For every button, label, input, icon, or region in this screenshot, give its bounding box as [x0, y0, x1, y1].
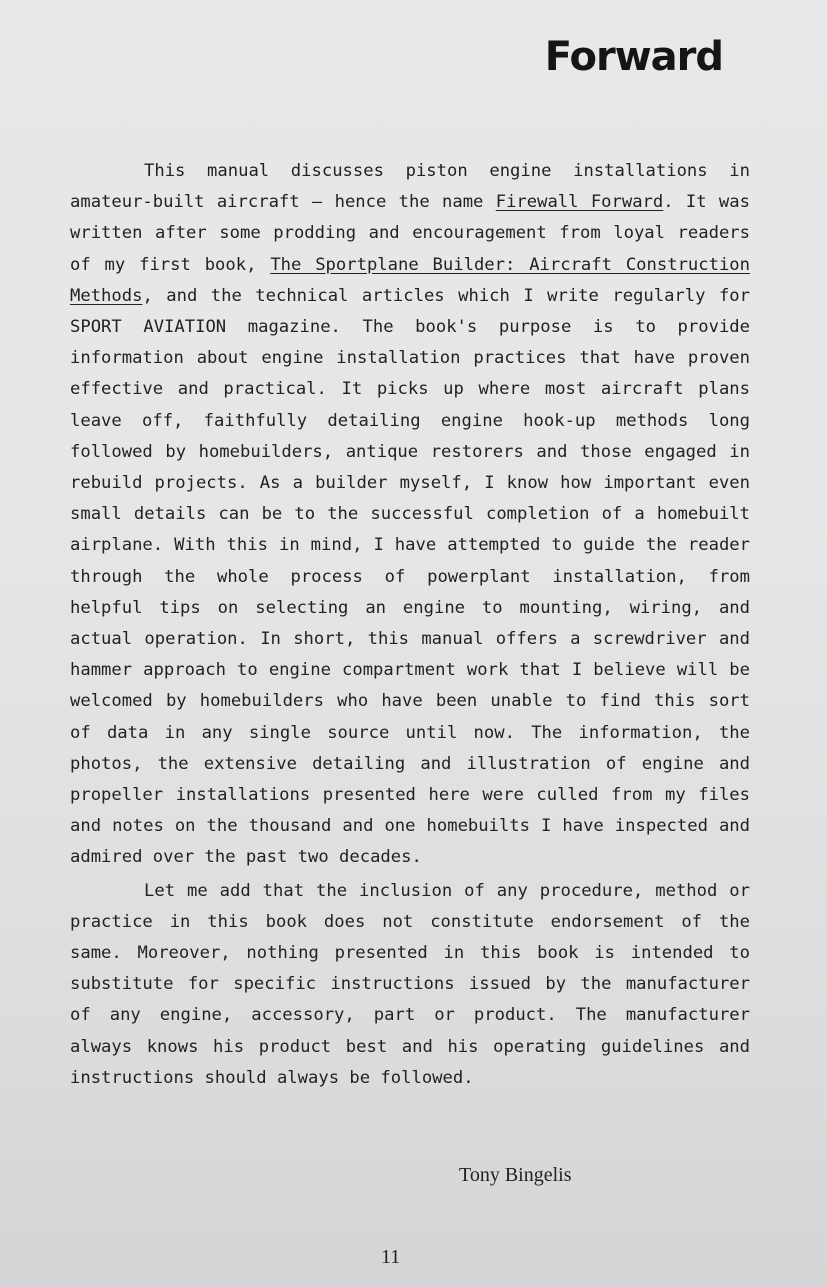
paragraph-intro [70, 156, 750, 874]
book-title-firewall-forward: Firewall Forward [495, 192, 664, 213]
paragraph-intro-part-3: , and the technical articles which I write regularly for SPORT AVIATION magazine. The book's purpose is to provide information about engine installation practices that have proven effective and practical. It picks up where most aircraft plans leave off, faithfully detailing engine hook-up methods long followed by homebuilders, antique restorers and those engaged in rebuild projects. As a builder myself, I know how important even small details can be to the successful completion of a homebuilt airplane. With this in mind, I have attempted to guide the reader through the whole process of powerplant installation, from helpful tips on selecting an engine to mounting, wiring, and actual operation. In short, this manual offers a screwdriver and hammer approach to engine compartment work that I believe will be welcomed by homebuilders who have been unable to find this sort of data in any single source until now. The information, the photos, the extensive detailing and illustration of engine and propeller installations presented here were culled from my files and notes on the thousand and one homebuilts I have inspected and admired over the past two decades. [70, 285, 750, 868]
paragraph-disclaimer: Let me add that the inclusion of any procedure, method or practice in this book does not constitute endorsement of the same. Moreover, nothing presented in this book is intended to substitute for specific instructions issued by the manufacturer of any engine, accessory, part or product. The manufacturer always knows his product best and his operating guidelines and instructions should always be followed. [70, 880, 750, 1088]
paragraph-intro-part-1: This manual discusses piston engine installations in amateur-built aircraft — hence the name [70, 161, 750, 213]
book-title-sportplane-builder: The Sportplane Builder: Aircraft Construction Methods [70, 254, 751, 306]
body-text [70, 156, 750, 1094]
author-signature: Tony Bingelis [459, 1164, 572, 1186]
page-number: 11 [381, 1246, 401, 1268]
page-title: Forward [544, 34, 723, 80]
paragraph-intro-part-2: . It was written after some prodding and encouragement from loyal readers of my first book, [70, 192, 750, 275]
